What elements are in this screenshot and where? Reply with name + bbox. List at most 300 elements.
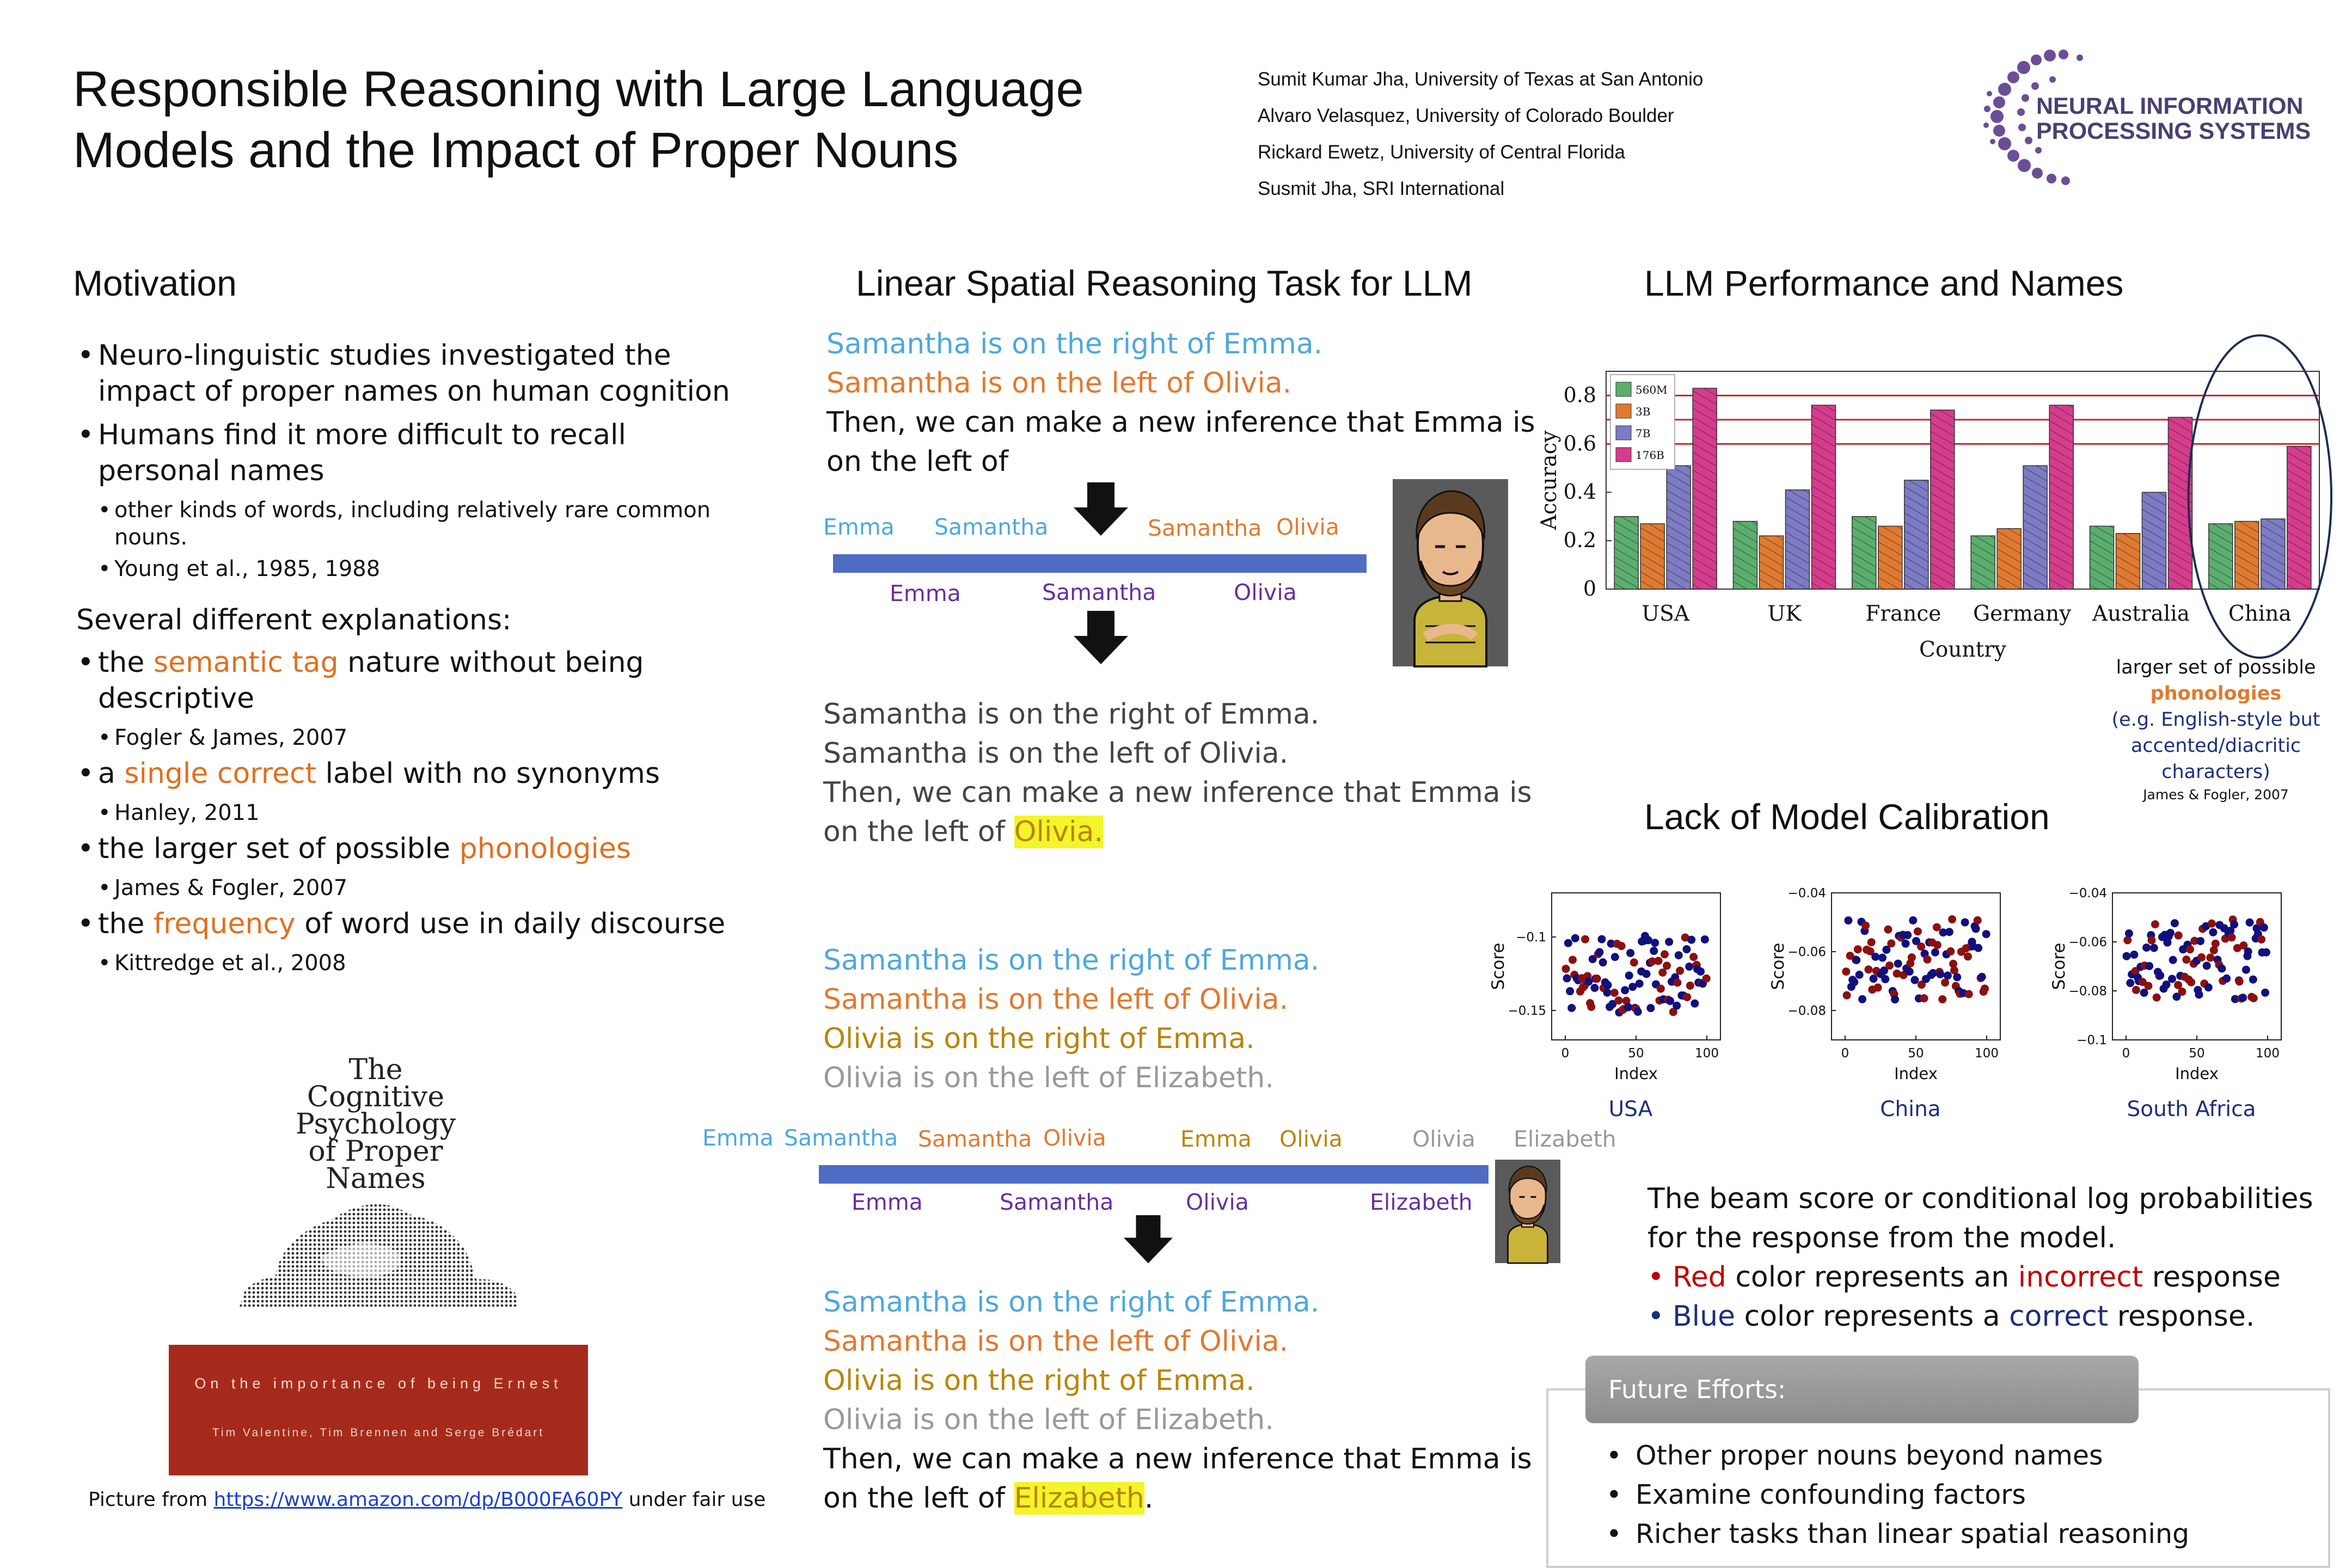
china-annotation: larger set of possible phonologies (e.g. English-style but accented/diacritic characters) James & Fogler, 2007 [2111,657,2320,803]
motivation-list [76,338,751,981]
point-correct [1666,997,1674,1005]
motivation-sub-bullet-1: • other kinds of words, including relatively rare common nouns. [76,497,751,551]
point-correct [2222,975,2231,983]
point-correct [1673,1002,1681,1010]
d2-order-emma: Emma [852,1189,923,1215]
y-axis-label: Score [2049,942,2069,990]
d2-label-olivia: Olivia [1043,1125,1106,1151]
point-correct [1590,984,1598,992]
point-incorrect [1974,916,1982,924]
point-correct [1953,973,1961,981]
point-correct [1844,916,1852,924]
point-incorrect [1933,941,1941,949]
point-correct [2126,979,2134,987]
point-incorrect [1914,927,1922,935]
avatar-icon [1393,479,1508,666]
d1-order-emma: Emma [890,580,961,607]
point-correct [1643,970,1651,978]
point-correct [1855,971,1864,979]
point-incorrect [1562,965,1570,973]
point-correct [1595,948,1603,956]
scatter-south-africa [2047,882,2330,1122]
point-correct [1584,978,1592,986]
x-tick-label-france: France [1865,602,1941,626]
legend-red: • Red color represents an incorrect response [1647,1261,2281,1294]
bar-hatch [1852,517,1876,589]
legend-swatch [1616,426,1631,440]
point-incorrect [1933,923,1941,932]
point-correct [1909,916,1917,924]
book-cover-band [169,1345,588,1475]
explanation-1: • the semantic tag nature without being descriptive [76,645,751,716]
y-tick-label: −0.06 [1787,945,1826,959]
point-correct [1852,956,1860,964]
point-correct [2203,961,2211,970]
y-tick-label: −0.08 [2068,984,2107,999]
answer-1: Samantha is on the right of Emma. Samantha is on the left of Olivia. Then, we can make a new inference that Emma is on the left of Olivia. [823,698,1532,848]
point-correct [2162,981,2170,989]
point-correct [1598,935,1606,944]
explanations-heading: Several different explanations: [76,604,512,636]
y-tick-label: −0.04 [1787,886,1826,901]
point-correct [1910,976,1919,984]
bar-hatch [2261,519,2285,589]
legend-blue: • Blue color represents a correct response. [1647,1300,2255,1333]
point-correct [1646,1004,1655,1012]
point-incorrect [2123,936,2132,944]
bar-hatch [2116,534,2140,589]
bar-hatch [2049,405,2073,589]
answer-2-highlight: Elizabeth [1014,1482,1144,1515]
point-correct [1945,928,1953,936]
point-incorrect [2187,978,2195,987]
point-correct [1961,918,1969,927]
book-cover-illustration [212,1181,539,1307]
point-incorrect [1965,990,1973,998]
point-incorrect [2148,936,2156,945]
point-correct [1936,970,1944,978]
point-correct [1626,949,1634,957]
scatter-usa [1486,882,1769,1122]
point-incorrect [1614,996,1622,1004]
d1-label-olivia: Olivia [1276,514,1339,540]
d2-label-samantha: Samantha [784,1125,898,1151]
x-tick-label: 50 [1628,1046,1644,1061]
point-incorrect [1923,955,1931,964]
d2-order-olivia: Olivia [1186,1189,1249,1215]
point-incorrect [1663,961,1671,970]
point-incorrect [1948,915,1956,923]
scatter-china [1766,882,2049,1122]
point-incorrect [2175,932,2183,940]
point-correct [2249,976,2257,984]
point-incorrect [1655,957,1663,965]
future-item-1: • Other proper nouns beyond names [1606,1440,2103,1471]
point-incorrect [2257,935,2265,944]
point-correct [1902,940,1910,948]
point-correct [1564,939,1572,947]
x-tick-label: 100 [2256,1046,2280,1061]
point-correct [1870,975,1878,983]
y-tick-label: −0.08 [1787,1004,1826,1018]
d1-label-samantha-2: Samantha [1148,515,1262,541]
book-source-link[interactable]: https://www.amazon.com/dp/B000FA60PY [213,1489,623,1511]
author-2: Alvaro Velasquez, University of Colorado Boulder [1258,105,1674,126]
x-tick-label-usa: USA [1641,602,1690,626]
x-axis-label: Index [1614,1064,1658,1083]
point-correct [1974,944,1982,952]
x-tick-label: 0 [1841,1046,1849,1061]
point-correct [1625,971,1633,979]
scatter-title: South Africa [2127,1097,2256,1122]
d1-order-olivia: Olivia [1234,579,1297,605]
point-incorrect [2206,953,2214,961]
motivation-heading: Motivation [73,263,237,303]
point-incorrect [1673,978,1681,987]
point-incorrect [1854,945,1862,953]
point-incorrect [2132,986,2140,994]
point-correct [2204,983,2213,991]
scatter-title: China [1880,1097,1941,1122]
d2-label-samantha-2: Samantha [918,1126,1032,1152]
bar-hatch [1812,405,1836,589]
point-incorrect [2208,920,2216,928]
point-incorrect [2250,994,2258,1002]
point-correct [1972,924,1980,933]
point-correct [2230,920,2238,928]
point-incorrect [1843,991,1851,1000]
point-correct [2130,951,2138,959]
point-correct [1634,1008,1642,1016]
avatar-icon [1495,1160,1560,1263]
bar-hatch [2235,522,2259,589]
legend-label: 3B [1636,405,1651,418]
point-incorrect [1676,967,1684,975]
motivation-bullet-2: • Humans find it more difficult to recall personal names [76,417,751,489]
point-correct [2242,966,2250,974]
point-incorrect [1686,982,1694,990]
bar-hatch [1734,522,1757,589]
point-incorrect [1593,975,1601,983]
point-correct [2125,929,2133,938]
point-incorrect [1842,967,1850,976]
d1-label-emma: Emma [823,514,895,540]
bar-hatch [1667,465,1690,589]
down-arrow-icon [1074,482,1128,540]
point-correct [2196,937,2204,945]
point-incorrect [1861,922,1870,930]
point-incorrect [1587,1003,1595,1011]
point-correct [2171,919,2179,927]
x-tick-label: 50 [1908,1046,1924,1061]
y-tick-label: −0.1 [1516,930,1546,945]
y-tick-label: 0.6 [1563,431,1596,456]
bar-hatch [1931,410,1955,589]
point-correct [1571,934,1579,942]
down-arrow-icon [1074,611,1128,668]
calibration-description: The beam score or conditional log probabilities for the response from the model. • Red color represents an incorrect response • Blue color represents a correct response. [1647,1179,2313,1336]
point-correct [2122,952,2130,960]
author-4: Susmit Jha, SRI International [1258,178,1505,199]
point-correct [1650,947,1658,955]
point-correct [2261,989,2269,997]
bar-hatch [2287,446,2311,589]
point-incorrect [1884,926,1892,934]
point-incorrect [1581,935,1589,944]
legend-label: 176B [1636,449,1664,462]
performance-heading: LLM Performance and Names [1644,263,2124,303]
thinking-person-avatar [1393,479,1508,666]
explanation-1-ref: • Fogler & James, 2007 [76,724,751,751]
y-axis-label: Accuracy [1537,430,1561,530]
motivation-bullet-1: • Neuro-linguistic studies investigated the impact of proper names on human cognition [76,338,751,409]
point-incorrect [1657,984,1665,993]
point-correct [2169,956,2177,964]
explanation-3-ref: • James & Fogler, 2007 [76,874,751,902]
point-correct [2195,990,2203,999]
point-incorrect [1689,953,1698,961]
bar-hatch [1878,526,1902,589]
point-correct [1665,938,1673,946]
explanation-3: • the larger set of possible phonologies [76,831,751,867]
point-incorrect [1569,955,1577,964]
x-axis-label: Country [1919,638,2006,662]
point-incorrect [1618,942,1626,950]
task-heading: Linear Spatial Reasoning Task for LLM [856,263,1473,303]
point-correct [2239,994,2247,1002]
point-incorrect [1917,942,1925,951]
y-tick-label: 0 [1583,577,1596,601]
point-incorrect [1938,995,1946,1003]
thinking-person-avatar-small [1495,1160,1560,1263]
point-incorrect [2182,955,2190,964]
legend-swatch [1616,382,1631,396]
point-correct [1603,989,1611,997]
point-incorrect [2197,953,2206,961]
point-correct [1685,963,1693,971]
d2-label-olivia-2: Olivia [1279,1126,1343,1152]
point-incorrect [2212,940,2220,948]
point-correct [1878,954,1886,962]
point-correct [1903,931,1912,939]
legend-swatch [1616,448,1631,462]
future-efforts-list [1606,1436,2189,1554]
point-correct [1871,953,1879,961]
book-authors: Tim Valentine, Tim Brennen and Serge Brédart [212,1426,545,1439]
point-correct [2262,948,2270,957]
book-title: The Cognitive Psychology of Proper Names [295,1054,456,1195]
point-incorrect [1941,978,1949,987]
bar-hatch [1997,529,2021,589]
d2-order-elizabeth: Elizabeth [1370,1189,1473,1215]
point-incorrect [1683,993,1691,1001]
point-incorrect [2228,933,2236,941]
explanation-2: • a single correct label with no synonyms [76,756,751,792]
point-correct [1604,981,1612,989]
point-correct [1978,973,1986,981]
d1-order-samantha: Samantha [1042,579,1156,605]
number-line-1 [833,554,1367,573]
d2-label-emma-2: Emma [1180,1126,1252,1152]
bar-hatch [1760,536,1784,589]
book-caption: Picture from https://www.amazon.com/dp/B000FA60PY under fair use [88,1489,766,1511]
x-tick-label: 0 [2122,1046,2130,1061]
x-axis-label: Index [2175,1064,2219,1083]
motivation-sub-bullet-2: • Young et al., 1985, 1988 [76,555,751,583]
point-correct [2166,929,2175,937]
point-incorrect [1658,969,1667,977]
x-tick-label-china: China [2228,602,2292,626]
point-incorrect [1964,952,1972,960]
point-correct [1621,986,1629,994]
point-correct [2260,923,2268,932]
point-incorrect [2178,988,2186,996]
point-incorrect [2144,982,2152,990]
point-correct [1563,974,1571,982]
point-incorrect [1885,961,1894,970]
future-efforts-heading: Future Efforts: [1585,1356,2139,1423]
x-tick-label-australia: Australia [2092,602,2190,626]
premise-2: Samantha is on the right of Emma. Samantha is on the left of Olivia. Olivia is on the right of Emma. Olivia is on the left of Elizabeth. [823,944,1320,1094]
point-incorrect [1908,953,1916,961]
point-correct [1566,987,1574,995]
point-incorrect [1867,938,1876,946]
point-correct [1687,936,1695,944]
legend-swatch [1616,404,1631,418]
bar-hatch [2023,465,2047,589]
future-item-3: • Richer tasks than linear spatial reasoning [1606,1518,2190,1549]
point-correct [2218,964,2226,972]
poster-title [73,59,1162,181]
book-cover [169,1045,588,1481]
point-incorrect [1864,965,1872,973]
title-line-1: Responsible Reasoning with Large Language [73,62,1084,117]
book-subtitle: On the importance of being Ernest [194,1375,562,1392]
point-correct [2156,971,2164,979]
point-incorrect [1874,983,1882,991]
calibration-heading: Lack of Model Calibration [1644,797,2050,837]
point-incorrect [1920,994,1928,1002]
point-correct [1944,971,1952,979]
point-incorrect [1887,939,1895,947]
point-correct [1858,995,1866,1003]
point-correct [1651,939,1659,947]
y-tick-label: −0.15 [1508,1004,1546,1018]
point-correct [2140,989,2148,997]
x-tick-label: 50 [2189,1046,2205,1061]
point-correct [2142,944,2151,952]
accuracy-bar-chart [1537,359,2352,664]
y-axis-label: Score [1768,942,1788,990]
point-correct [1701,935,1709,944]
d1-label-samantha: Samantha [934,514,1049,540]
point-correct [1982,930,1990,938]
author-list [1258,61,1703,207]
point-correct [2168,975,2176,983]
legend-label: 560M [1636,383,1668,396]
point-correct [1675,951,1683,959]
point-correct [1567,1004,1576,1012]
point-correct [1682,945,1690,953]
author-1: Sumit Kumar Jha, University of Texas at San Antonio [1258,69,1704,90]
point-correct [1850,978,1858,986]
point-incorrect [1630,958,1638,966]
premise-1: Samantha is on the right of Emma. Samantha is on the left of Olivia. Then, we can make a new inference that Emma is on the left of [826,328,1535,478]
x-tick-label: 0 [1561,1046,1570,1061]
x-tick-label: 100 [1975,1046,1999,1061]
bar-hatch [1904,480,1928,589]
point-correct [2246,918,2254,927]
bar-hatch [1640,524,1664,589]
point-incorrect [1702,975,1711,983]
y-tick-label: 0.2 [1563,528,1596,553]
y-tick-label: 0.4 [1563,480,1596,504]
point-incorrect [2186,945,2194,953]
point-correct [1894,959,1902,967]
y-tick-label: −0.06 [2068,935,2107,950]
title-line-2: Models and the Impact of Proper Nouns [73,122,959,178]
bar-hatch [2142,492,2166,589]
y-tick-label: −0.04 [2068,886,2107,901]
point-correct [2209,928,2217,936]
explanation-4-ref: • Kittredge et al., 2008 [76,950,751,977]
d2-label-olivia-3: Olivia [1412,1126,1475,1152]
bar-hatch [2090,526,2114,589]
point-incorrect [2235,977,2244,985]
bar-legend [1610,375,1675,469]
point-correct [1599,958,1607,966]
x-axis-label: Index [1894,1064,1938,1083]
y-tick-label: −0.1 [2077,1033,2107,1048]
x-tick-label-uk: UK [1767,602,1802,626]
point-incorrect [1946,947,1955,955]
bar-hatch [1693,388,1717,589]
bar-hatch [1971,536,1995,589]
point-correct [1931,948,1939,957]
d2-label-elizabeth: Elizabeth [1514,1126,1616,1152]
bar-hatch [1786,490,1810,589]
point-correct [1696,967,1705,976]
point-correct [1881,975,1889,983]
d2-order-samantha: Samantha [1000,1189,1114,1215]
x-tick-label-germany: Germany [1973,602,2072,626]
point-correct [1611,953,1619,961]
point-incorrect [1610,989,1619,997]
y-axis-label: Score [1489,942,1508,990]
author-3: Rickard Ewetz, University of Central Florida [1258,142,1625,163]
point-correct [1636,979,1644,988]
point-correct [1891,995,1899,1003]
logo-text-line-2: PROCESSING SYSTEMS [2036,118,2311,144]
answer-1-highlight: Olivia. [1014,816,1104,848]
scatter-title: USA [1608,1097,1653,1122]
bar-hatch [2209,524,2233,589]
point-incorrect [2153,994,2161,1002]
neurips-logo [1971,44,2330,196]
answer-2: Samantha is on the right of Emma. Samantha is on the left of Olivia. Olivia is on the right of Emma. Olivia is on the left of Elizabeth. Then, we can make a new inference that Emma is on the left of Elizabeth. [823,1286,1532,1515]
point-incorrect [2151,920,2159,928]
down-arrow-icon [1124,1215,1173,1267]
legend-label: 7B [1636,427,1651,440]
point-incorrect [1981,984,1989,993]
number-line-2 [819,1165,1489,1184]
bar-hatch [1614,517,1638,589]
explanation-4: • the frequency of word use in daily discourse [76,906,751,942]
point-correct [1906,967,1914,976]
point-correct [2145,962,2153,970]
point-correct [1690,1000,1699,1008]
logo-text-line-1: NEURAL INFORMATION [2036,93,2304,119]
